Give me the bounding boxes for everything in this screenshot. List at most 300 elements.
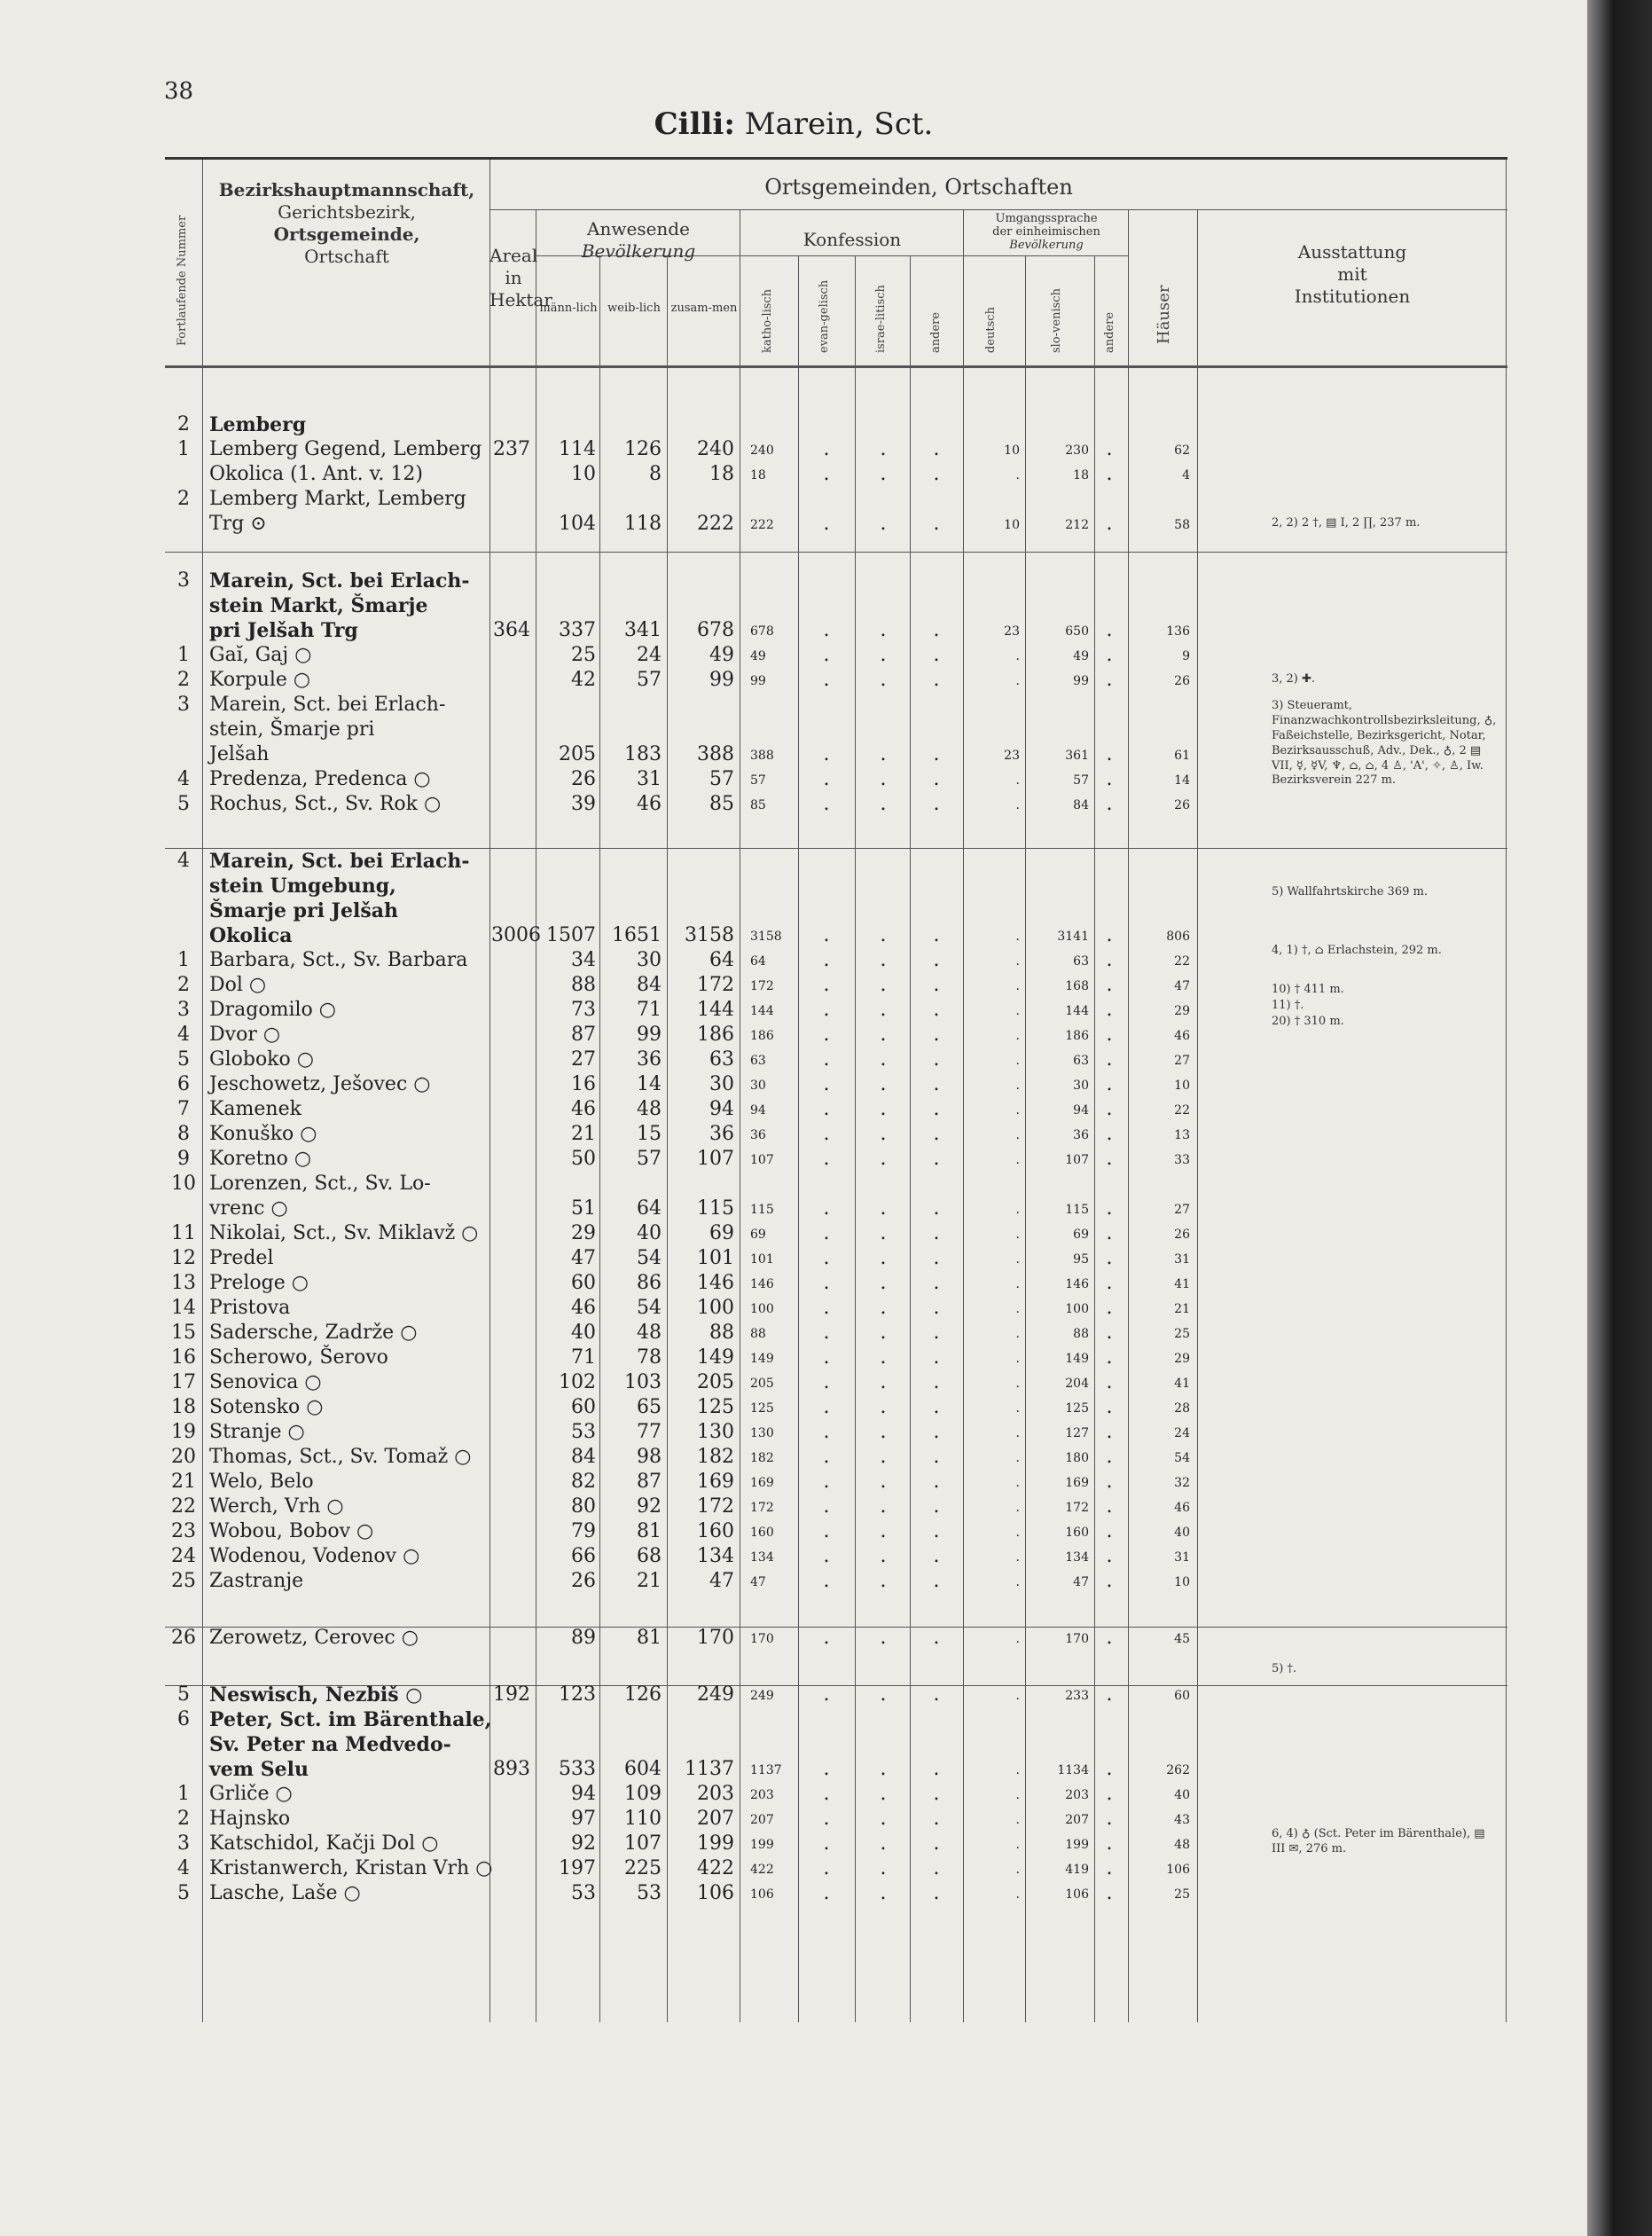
cell-an: . (933, 999, 940, 1021)
cell-is: . (880, 463, 887, 485)
cell-m: 34 (571, 949, 596, 971)
cell-ha: 32 (1174, 1476, 1190, 1490)
cell-m: 102 (559, 1371, 596, 1393)
cell-z: 172 (697, 1495, 734, 1518)
cell-ha: 46 (1174, 1029, 1190, 1043)
cell-w: 92 (637, 1495, 662, 1518)
cell-sa: . (1106, 1495, 1113, 1518)
cell-de: . (1015, 1788, 1020, 1802)
cell-z: 1137 (685, 1758, 734, 1780)
cell-w: 341 (624, 619, 662, 641)
cell-is: . (880, 619, 887, 641)
cell-an: . (933, 1683, 940, 1706)
cell-z: 207 (697, 1808, 734, 1830)
cell-sl: 144 (1065, 1004, 1089, 1018)
cell-m: 80 (571, 1495, 596, 1518)
header-bev-w: weib-lich (607, 302, 661, 315)
cell-w: 86 (637, 1272, 662, 1294)
cell-ha: 41 (1174, 1277, 1190, 1291)
cell-name: Stranje ○ (209, 1421, 305, 1443)
cell-ha: 48 (1174, 1838, 1190, 1852)
cell-nr: 5 (177, 1048, 190, 1071)
cell-ev: . (823, 1783, 830, 1805)
cell-de: . (1015, 1526, 1020, 1540)
cell-m: 92 (571, 1832, 596, 1855)
cell-an: . (933, 1148, 940, 1170)
cell-sl: 127 (1065, 1426, 1089, 1440)
table-row (165, 1882, 1507, 1912)
cell-w: 64 (637, 1197, 662, 1220)
cell-ha: 43 (1174, 1813, 1190, 1827)
cell-sl: 63 (1073, 1054, 1089, 1068)
cell-ev: . (823, 1247, 830, 1269)
cell-name: Sotensko ○ (209, 1396, 324, 1418)
cell-nr: 9 (177, 1148, 190, 1170)
cell-nr: 18 (171, 1396, 196, 1418)
cell-k: 130 (750, 1426, 774, 1440)
cell-sa: . (1106, 999, 1113, 1021)
cell-an: . (933, 1495, 940, 1518)
cell-name: pri Jelšah Trg (209, 619, 358, 642)
cell-sa: . (1106, 619, 1113, 641)
cell-k: 18 (750, 468, 766, 483)
cell-ha: 61 (1174, 749, 1190, 763)
cell-z: 3158 (685, 924, 734, 946)
cell-de: . (1015, 1277, 1020, 1291)
cell-k: 3158 (750, 930, 782, 944)
cell-sl: 204 (1065, 1377, 1089, 1391)
cell-sa: . (1106, 1783, 1113, 1805)
cell-ha: 62 (1174, 443, 1190, 458)
cell-sl: 106 (1065, 1887, 1089, 1902)
cell-k: 169 (750, 1476, 774, 1490)
cell-name: vrenc ○ (209, 1197, 288, 1220)
cell-ev: . (823, 1857, 830, 1879)
cell-nr: 3 (177, 694, 190, 716)
cell-name: Rochus, Sct., Sv. Rok ○ (209, 793, 442, 815)
cell-ha: 29 (1174, 1352, 1190, 1366)
cell-ev: . (823, 1421, 830, 1443)
cell-k: 203 (750, 1788, 774, 1802)
cell-de: . (1015, 674, 1020, 688)
cell-sa: . (1106, 1808, 1113, 1830)
cell-ev: . (823, 1098, 830, 1120)
cell-ha: 28 (1174, 1401, 1190, 1416)
cell-ev: . (823, 1272, 830, 1294)
header-name-1: Bezirkshauptmannschaft, (218, 179, 475, 200)
note-marein3-b: 3) Steueramt, Finanzwachkontrollsbezirksleitung, ♁, Faßeichstelle, Bezirksgericht, Notar, Bezirksausschuß, Adv., Dek., ♁, 2 ▤ VII, ☿, ☿V, ♆, ⌂, ⌂, 4 ♙, 'A', ✧, ♙, Iw. Bezirksverein 227 m. (1272, 699, 1497, 788)
cell-nr: 2 (177, 1808, 190, 1830)
cell-sl: 125 (1065, 1401, 1089, 1416)
cell-z: 170 (697, 1627, 734, 1649)
cell-w: 183 (624, 743, 662, 765)
cell-z: 222 (697, 513, 734, 535)
cell-ha: 24 (1174, 1426, 1190, 1440)
cell-name: Grliče ○ (209, 1783, 293, 1805)
cell-w: 24 (637, 644, 662, 666)
cell-z: 146 (697, 1272, 734, 1294)
cell-is: . (880, 669, 887, 691)
cell-name: Wobou, Bobov ○ (209, 1520, 374, 1542)
cell-name: Lemberg Markt, Lemberg (209, 488, 466, 510)
cell-name: Marein, Sct. bei Erlach- (209, 694, 446, 716)
cell-ev: . (823, 999, 830, 1021)
cell-nr: 17 (171, 1371, 196, 1393)
cell-name: Neswisch, Nezbiš ○ (209, 1683, 423, 1706)
cell-sa: . (1106, 1627, 1113, 1649)
cell-sl: 419 (1065, 1863, 1089, 1877)
cell-sl: 146 (1065, 1277, 1089, 1291)
cell-ev: . (823, 1545, 830, 1567)
cell-de: . (1015, 1575, 1020, 1589)
cell-sa: . (1106, 1048, 1113, 1071)
cell-z: 94 (709, 1098, 734, 1120)
cell-nr: 16 (171, 1346, 196, 1369)
cell-k: 47 (750, 1575, 766, 1589)
cell-w: 604 (624, 1758, 662, 1780)
cell-ha: 25 (1174, 1327, 1190, 1341)
cell-k: 36 (750, 1128, 766, 1142)
header-name-2: Gerichtsbezirk, (278, 201, 416, 223)
cell-m: 84 (571, 1446, 596, 1468)
cell-sa: . (1106, 1024, 1113, 1046)
cell-nr: 12 (171, 1247, 196, 1269)
cell-k: 172 (750, 1501, 774, 1515)
cell-m: 46 (571, 1098, 596, 1120)
cell-is: . (880, 1322, 887, 1344)
cell-sa: . (1106, 1222, 1113, 1244)
cell-sa: . (1106, 1758, 1113, 1780)
cell-w: 225 (624, 1857, 662, 1879)
cell-k: 199 (750, 1838, 774, 1852)
cell-k: 222 (750, 518, 774, 532)
cell-sa: . (1106, 1098, 1113, 1120)
cell-k: 388 (750, 749, 774, 763)
header-umg-sl: slo-venisch (1050, 288, 1063, 353)
cell-nr: 5 (177, 1683, 190, 1706)
cell-nr: 2 (177, 413, 190, 435)
cell-is: . (880, 1048, 887, 1071)
cell-nr: 4 (177, 1024, 190, 1046)
cell-name: Wodenou, Vodenov ○ (209, 1545, 420, 1567)
cell-nr: 15 (171, 1322, 196, 1344)
cell-z: 186 (697, 1024, 734, 1046)
cell-nr: 1 (177, 949, 190, 971)
cell-an: . (933, 1123, 940, 1145)
cell-de: . (1015, 1203, 1020, 1217)
cell-is: . (880, 793, 887, 815)
cell-k: 125 (750, 1401, 774, 1416)
note-neswisch: 5) †. (1272, 1662, 1297, 1675)
cell-an: . (933, 1545, 940, 1567)
cell-nr: 22 (171, 1495, 196, 1518)
cell-ha: 10 (1174, 1575, 1190, 1589)
cell-m: 40 (571, 1322, 596, 1344)
cell-nr: 1 (177, 438, 190, 460)
header-aus-1: Ausstattung (1297, 241, 1407, 263)
cell-sa: . (1106, 1471, 1113, 1493)
cell-m: 16 (571, 1073, 596, 1095)
cell-sl: 18 (1073, 468, 1089, 483)
cell-w: 48 (637, 1322, 662, 1344)
note-marein3-a: 3, 2) ✚. (1272, 672, 1316, 686)
cell-sa: . (1106, 974, 1113, 996)
cell-name: Dol ○ (209, 974, 267, 996)
cell-m: 47 (571, 1247, 596, 1269)
cell-nr: 21 (171, 1471, 196, 1493)
cell-m: 46 (571, 1297, 596, 1319)
cell-z: 172 (697, 974, 734, 996)
cell-an: . (933, 924, 940, 946)
note-marein4-c: 11) †. (1272, 999, 1304, 1012)
cell-is: . (880, 924, 887, 946)
cell-z: 144 (697, 999, 734, 1021)
cell-m: 42 (571, 669, 596, 691)
cell-de: . (1015, 1228, 1020, 1242)
cell-m: 29 (571, 1222, 596, 1244)
cell-ha: 10 (1174, 1079, 1190, 1093)
page-title (0, 106, 1587, 142)
cell-sa: . (1106, 1520, 1113, 1542)
cell-de: 10 (1004, 518, 1020, 532)
header-ortsgemeinden: Ortsgemeinden, Ortschaften (764, 175, 1073, 200)
cell-sa: . (1106, 793, 1113, 815)
cell-an: . (933, 1297, 940, 1319)
cell-k: 240 (750, 443, 774, 458)
cell-de: . (1015, 1252, 1020, 1267)
cell-ev: . (823, 1123, 830, 1145)
header-bev-m: männ-lich (539, 302, 598, 315)
cell-nr: 6 (177, 1708, 190, 1730)
cell-sl: 1134 (1057, 1763, 1089, 1777)
cell-areal: 3006 (491, 924, 541, 946)
cell-sa: . (1106, 743, 1113, 765)
cell-sl: 47 (1073, 1575, 1089, 1589)
cell-sa: . (1106, 1857, 1113, 1879)
cell-name: Marein, Sct. bei Erlach- (209, 850, 470, 873)
cell-k: 94 (750, 1103, 766, 1118)
cell-sa: . (1106, 1371, 1113, 1393)
cell-nr: 4 (177, 768, 190, 790)
cell-sa: . (1106, 1683, 1113, 1706)
cell-ev: . (823, 924, 830, 946)
header-areal-2: in (505, 267, 522, 288)
cell-an: . (933, 1073, 940, 1095)
cell-name: Barbara, Sct., Sv. Barbara (209, 949, 468, 971)
cell-an: . (933, 949, 940, 971)
cell-name: Hajnsko (209, 1808, 291, 1830)
cell-w: 53 (637, 1882, 662, 1904)
header-umg-and: andere (1103, 311, 1116, 353)
cell-is: . (880, 1783, 887, 1805)
cell-m: 82 (571, 1471, 596, 1493)
cell-z: 249 (697, 1683, 734, 1706)
cell-sl: 207 (1065, 1813, 1089, 1827)
cell-sa: . (1106, 1545, 1113, 1567)
cell-ha: 58 (1174, 518, 1190, 532)
header-umgang-2: der einheimischen (992, 224, 1100, 239)
header-areal (489, 245, 552, 311)
cell-nr: 3 (177, 569, 190, 592)
cell-z: 169 (697, 1471, 734, 1493)
cell-sl: 168 (1065, 979, 1089, 993)
cell-ha: 41 (1174, 1377, 1190, 1391)
cell-an: . (933, 1197, 940, 1220)
cell-de: . (1015, 1887, 1020, 1902)
cell-k: 249 (750, 1689, 774, 1703)
cell-is: . (880, 1222, 887, 1244)
cell-is: . (880, 1098, 887, 1120)
cell-k: 160 (750, 1526, 774, 1540)
cell-ha: 26 (1174, 1228, 1190, 1242)
cell-an: . (933, 1857, 940, 1879)
cell-name: Kamenek (209, 1098, 301, 1120)
cell-an: . (933, 1098, 940, 1120)
cell-m: 337 (559, 619, 596, 641)
cell-areal: 364 (493, 619, 530, 641)
cell-name: Lorenzen, Sct., Sv. Lo- (209, 1173, 431, 1195)
cell-k: 149 (750, 1352, 774, 1366)
cell-sa: . (1106, 1882, 1113, 1904)
cell-ha: 25 (1174, 1887, 1190, 1902)
cell-is: . (880, 1683, 887, 1706)
cell-m: 79 (571, 1520, 596, 1542)
cell-sl: 107 (1065, 1153, 1089, 1167)
cell-sl: 30 (1073, 1079, 1089, 1093)
cell-m: 39 (571, 793, 596, 815)
cell-k: 146 (750, 1277, 774, 1291)
cell-de: . (1015, 1838, 1020, 1852)
cell-k: 100 (750, 1302, 774, 1316)
cell-nr: 19 (171, 1421, 196, 1443)
cell-m: 51 (571, 1197, 596, 1220)
cell-z: 678 (697, 619, 734, 641)
cell-an: . (933, 1048, 940, 1071)
cell-z: 149 (697, 1346, 734, 1369)
header-name (206, 179, 488, 268)
cell-sl: 95 (1073, 1252, 1089, 1267)
cell-nr: 10 (171, 1173, 196, 1195)
cell-m: 50 (571, 1148, 596, 1170)
cell-z: 63 (709, 1048, 734, 1071)
cell-ev: . (823, 1297, 830, 1319)
cell-de: . (1015, 1476, 1020, 1490)
cell-an: . (933, 1446, 940, 1468)
cell-z: 49 (709, 644, 734, 666)
cell-name: Okolica (1. Ant. v. 12) (209, 463, 423, 485)
cell-ev: . (823, 669, 830, 691)
cell-z: 388 (697, 743, 734, 765)
cell-de: . (1015, 649, 1020, 663)
cell-m: 197 (559, 1857, 596, 1879)
cell-m: 94 (571, 1783, 596, 1805)
cell-nr: 25 (171, 1570, 196, 1592)
cell-m: 87 (571, 1024, 596, 1046)
cell-nr: 24 (171, 1545, 196, 1567)
cell-ha: 46 (1174, 1501, 1190, 1515)
cell-m: 66 (571, 1545, 596, 1567)
cell-ha: 33 (1174, 1153, 1190, 1167)
cell-sa: . (1106, 924, 1113, 946)
cell-nr: 3 (177, 1832, 190, 1855)
cell-ev: . (823, 793, 830, 815)
cell-sl: 170 (1065, 1632, 1089, 1646)
cell-z: 199 (697, 1832, 734, 1855)
cell-w: 99 (637, 1024, 662, 1046)
cell-an: . (933, 644, 940, 666)
cell-name: Kristanwerch, Kristan Vrh ○ (209, 1857, 493, 1879)
cell-nr: 14 (171, 1297, 196, 1319)
cell-k: 107 (750, 1153, 774, 1167)
cell-sl: 134 (1065, 1550, 1089, 1565)
cell-sl: 650 (1065, 624, 1089, 639)
cell-de: . (1015, 1863, 1020, 1877)
cell-k: 207 (750, 1813, 774, 1827)
cell-name: Preloge ○ (209, 1272, 309, 1294)
cell-k: 49 (750, 649, 766, 663)
cell-sl: 63 (1073, 954, 1089, 969)
cell-z: 18 (709, 463, 734, 485)
cell-sl: 230 (1065, 443, 1089, 458)
cell-w: 87 (637, 1471, 662, 1493)
cell-k: 172 (750, 979, 774, 993)
cell-is: . (880, 1545, 887, 1567)
cell-sa: . (1106, 438, 1113, 460)
cell-de: . (1015, 1550, 1020, 1565)
cell-is: . (880, 1396, 887, 1418)
cell-sl: 94 (1073, 1103, 1089, 1118)
cell-is: . (880, 1197, 887, 1220)
cell-sl: 3141 (1057, 930, 1089, 944)
cell-w: 110 (624, 1808, 662, 1830)
cell-nr: 7 (177, 1098, 190, 1120)
cell-m: 88 (571, 974, 596, 996)
cell-de: . (1015, 979, 1020, 993)
cell-k: 57 (750, 773, 766, 788)
header-nr: Fortlaufende Nummer (176, 215, 189, 346)
note-marein4-b: 10) † 411 m. (1272, 983, 1344, 996)
cell-nr: 3 (177, 999, 190, 1021)
cell-ev: . (823, 619, 830, 641)
cell-m: 123 (559, 1683, 596, 1706)
cell-m: 26 (571, 1570, 596, 1592)
cell-de: . (1015, 1451, 1020, 1465)
cell-k: 678 (750, 624, 774, 639)
cell-name: Koretno ○ (209, 1148, 312, 1170)
cell-k: 422 (750, 1863, 774, 1877)
cell-w: 103 (624, 1371, 662, 1393)
cell-sl: 172 (1065, 1501, 1089, 1515)
cell-nr: 13 (171, 1272, 196, 1294)
header-konf-kath: katho-lisch (761, 288, 774, 353)
cell-z: 30 (709, 1073, 734, 1095)
cell-nr: 20 (171, 1446, 196, 1468)
cell-ev: . (823, 1197, 830, 1220)
cell-is: . (880, 1495, 887, 1518)
header-konfession: Konfession (803, 229, 902, 250)
cell-de: . (1015, 468, 1020, 483)
cell-an: . (933, 1520, 940, 1542)
cell-sl: 203 (1065, 1788, 1089, 1802)
cell-de: . (1015, 1128, 1020, 1142)
cell-w: 14 (637, 1073, 662, 1095)
table-row (165, 1627, 1507, 1657)
cell-z: 36 (709, 1123, 734, 1145)
title-district: Cilli: (654, 106, 735, 142)
cell-ev: . (823, 1882, 830, 1904)
cell-ha: 21 (1174, 1302, 1190, 1316)
cell-sa: . (1106, 1446, 1113, 1468)
